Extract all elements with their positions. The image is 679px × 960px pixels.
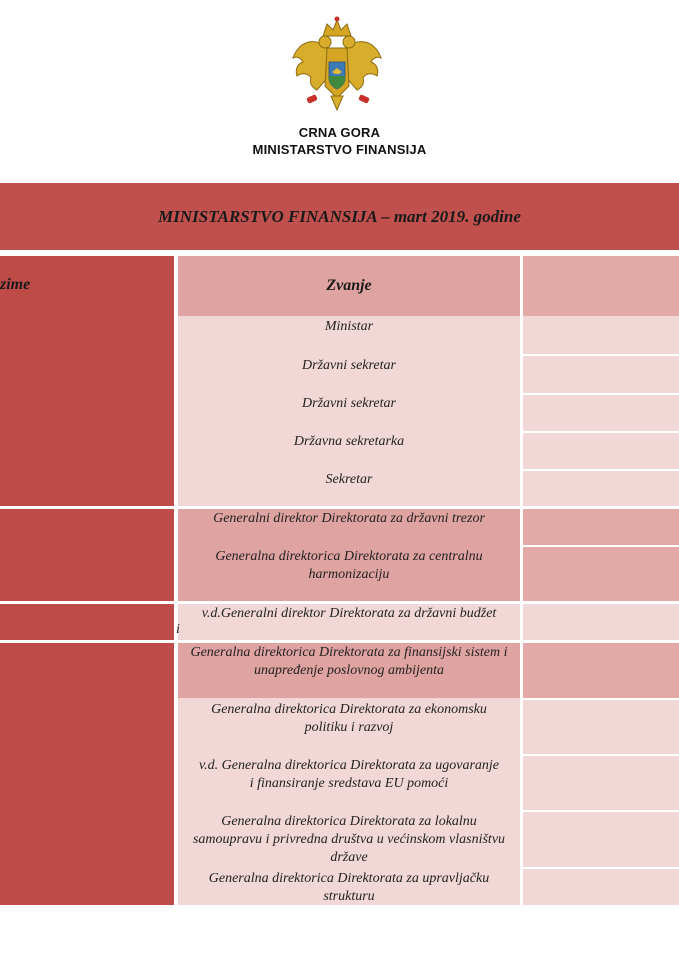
right-cell	[523, 471, 679, 506]
right-head	[523, 256, 679, 316]
right-cell	[523, 643, 679, 698]
right-cell	[523, 869, 679, 905]
left-cell-block-3	[0, 604, 174, 640]
title-ministar: Ministar	[324, 319, 374, 334]
title-drzavna-sekretarka: Državna sekretarka	[293, 434, 405, 449]
left-cell-block-2	[0, 509, 174, 601]
table-title: MINISTARSTVO FINANSIJA – mart 2019. godine	[0, 183, 679, 250]
right-cell	[523, 604, 679, 640]
right-cell	[523, 316, 679, 354]
title-drzavni-sekretar-2: Državni sekretar	[302, 396, 396, 411]
title-direktorat-trezor: Generalni direktor Direktorata za državni trezor	[213, 511, 485, 526]
title-direktorat-lokalna-samouprava: Generalna direktorica Direktorata za lokalnu samoupravu i privredna društva u većinskom vlasništvu države	[192, 814, 506, 865]
title-drzavni-sekretar-1: Državni sekretar	[302, 358, 396, 373]
right-cell	[523, 700, 679, 754]
title-direktorat-finansijski-sistem: Generalna direktorica Direktorata za finansijski sistem i unapređenje poslovnog ambijenta	[190, 645, 508, 678]
right-cell	[523, 547, 679, 601]
title-direktorat-upravljacka-struktura: Generalna direktorica Direktorata za upravljačku strukturu	[208, 871, 490, 904]
right-cell	[523, 509, 679, 545]
title-direktorat-budzet: v.d.Generalni direktor Direktorata za državni budžet	[201, 606, 497, 621]
title-direktorat-ekonomska-politika: Generalna direktorica Direktorata za ekonomsku politiku i razvoj	[211, 702, 487, 735]
title-direktorat-centralna-harmonizacija: Generalna direktorica Direktorata za centralnu harmonizaciju	[215, 549, 483, 582]
country-name: CRNA GORA	[298, 125, 381, 140]
title-sekretar: Sekretar	[325, 472, 373, 487]
left-cell-block-1	[0, 256, 174, 506]
montenegro-crest-icon	[287, 14, 387, 118]
left-cell-block-4	[0, 643, 174, 905]
right-cell	[523, 812, 679, 867]
right-cell	[523, 356, 679, 393]
column-header-zvanje: Zvanje	[178, 256, 520, 316]
ministry-name: MINISTARSTVO FINANSIJA	[252, 142, 427, 157]
left-column-header: zime	[0, 276, 31, 293]
stray-character: i	[176, 622, 180, 637]
title-direktorat-eu-pomoc: v.d. Generalna direktorica Direktorata za ugovaranje i finansiranje sredstava EU pomoći	[198, 758, 500, 791]
right-cell	[523, 433, 679, 469]
right-cell	[523, 756, 679, 810]
right-cell	[523, 395, 679, 431]
